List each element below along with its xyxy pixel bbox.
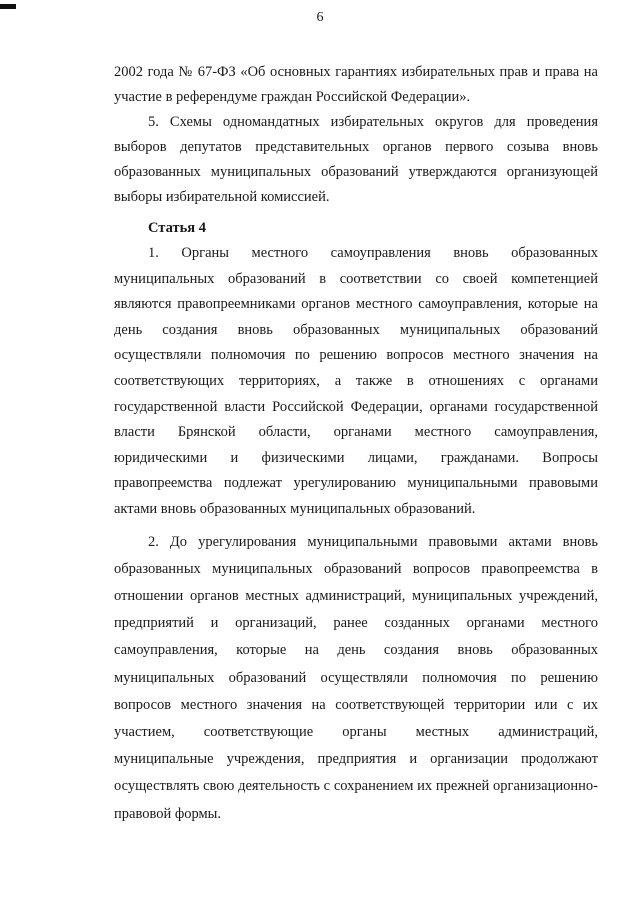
text-line: выборы избирательной комиссией. <box>114 189 330 205</box>
text-line: юридическими и физическими лицами, гражданами. Вопросы <box>114 449 598 466</box>
text-line: 5. Схемы одномандатных избирательных округов для проведения <box>148 114 598 130</box>
text-line: выборов депутатов представительных органов первого созыва вновь <box>114 139 598 155</box>
article-heading: Статья 4 <box>148 220 206 236</box>
text-line: правопреемства подлежат урегулированию муниципальными правовыми <box>114 475 598 492</box>
text-line: правовой формы. <box>114 805 222 822</box>
text-line: образованных муниципальных образований утверждаются организующей <box>114 164 598 180</box>
text-line: 2. До урегулирования муниципальными правовыми актами вновь <box>148 533 598 550</box>
text-line: осуществляли полномочия по решению вопросов местного значения на <box>114 347 598 364</box>
text-line: муниципальных образований в соответствии со своей компетенцией <box>114 270 598 287</box>
text-line: образованных муниципальных образований вопросов правопреемства в <box>114 560 598 577</box>
text-line: участие в референдуме граждан Российской Федерации». <box>114 89 471 105</box>
paragraph-5 <box>114 110 598 210</box>
text-line: власти Брянской области, органами местного самоуправления, <box>114 424 598 441</box>
page-body <box>114 60 598 828</box>
scan-edge-mark <box>0 4 16 9</box>
article-4-item-1 <box>114 241 598 523</box>
text-line: отношении органов местных администраций, муниципальных учреждений, <box>114 587 598 604</box>
article-4-item-2 <box>114 529 598 828</box>
text-line: муниципальные учреждения, предприятия и организации продолжают <box>114 751 598 768</box>
text-line: актами вновь образованных муниципальных образований. <box>114 500 476 517</box>
page-number: 6 <box>316 10 324 25</box>
text-line: государственной власти Российской Федерации, органами государственной <box>114 398 598 415</box>
text-line: вопросов местного значения на соответствующей территории или с их <box>114 696 598 713</box>
text-line: участием, соответствующие органы местных администраций, <box>114 723 598 740</box>
text-line: 2002 года № 67-ФЗ «Об основных гарантиях избирательных прав и права на <box>114 64 598 80</box>
text-line: день создания вновь образованных муниципальных образований <box>114 321 598 338</box>
text-line: осуществлять свою деятельность с сохранением их прежней организационно- <box>114 778 598 795</box>
text-line: являются правопреемниками органов местного самоуправления, которые на <box>114 296 598 313</box>
text-line: 1. Органы местного самоуправления вновь образованных <box>148 245 598 261</box>
text-line: самоуправления, которые на день создания вновь образованных <box>114 642 598 659</box>
text-line: предприятий и организаций, ранее созданных органами местного <box>114 615 598 632</box>
text-line: муниципальных образований осуществляли полномочия по решению <box>114 669 598 686</box>
continued-paragraph <box>114 60 598 110</box>
text-line: соответствующих территориях, а также в отношениях с органами <box>114 372 598 389</box>
